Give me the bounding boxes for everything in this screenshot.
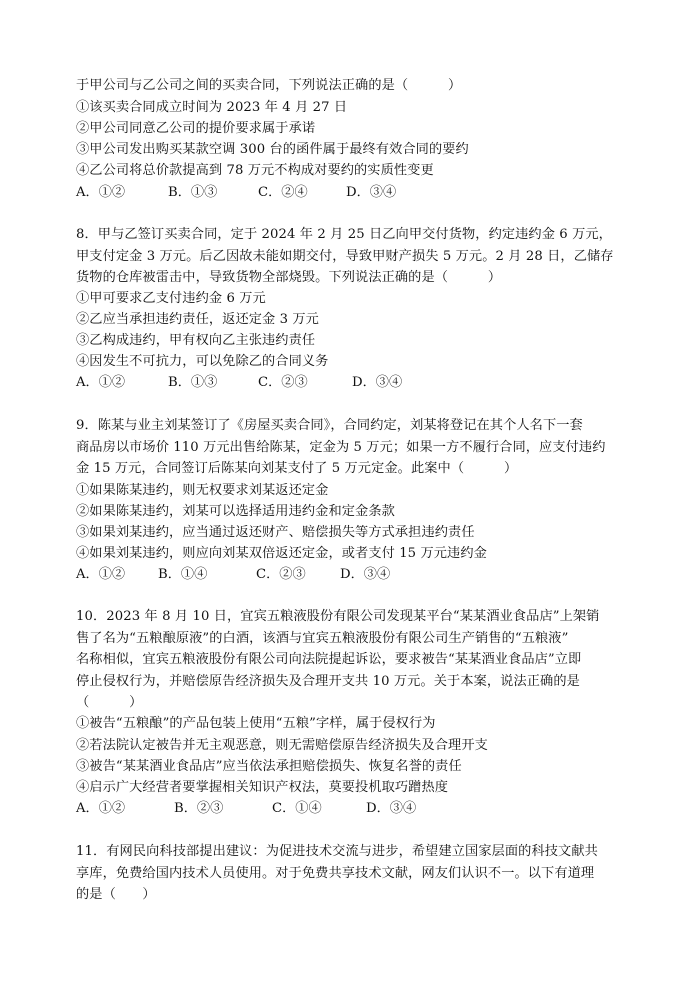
q7-item-1: ①该买卖合同成立时间为 2023 年 4 月 27 日	[76, 100, 348, 115]
q7-option-d[interactable]: D．③④	[346, 185, 397, 200]
q10-item-3: ③被告“某某酒业食品店”应当依法承担赔偿损失、恢复名誉的责任	[76, 759, 462, 774]
q10-option-c[interactable]: C．①④	[272, 801, 322, 816]
q10-item-4: ④启示广大经营者要掌握相关知识产权法，莫要投机取巧蹭热度	[76, 780, 449, 795]
q9-item-3: ③如果刘某违约，应当通过返还财产、赔偿损失等方式承担违约责任	[76, 525, 475, 540]
q9-option-c[interactable]: C．②③	[256, 567, 306, 582]
q8-item-3: ③乙构成违约，甲有权向乙主张违约责任	[76, 333, 316, 348]
q10-item-1: ①被告“五粮酿”的产品包装上使用“五粮”字样，属于侵权行为	[76, 716, 436, 731]
q9-option-a[interactable]: A．①②	[76, 567, 126, 582]
q11-stem-line-1: 11．有网民向科技部提出建议：为促进技术交流与进步，希望建立国家层面的科技文献共	[76, 844, 598, 859]
q7-option-b[interactable]: B．①③	[168, 185, 218, 200]
q9-item-2: ②如果陈某违约，刘某可以选择适用违约金和定金条款	[76, 504, 395, 519]
q10-option-b[interactable]: B．②③	[174, 801, 224, 816]
q10-stem-line-3: 名称相似，宜宾五粮液股份有限公司向法院提起诉讼，要求被告“某某酒业食品店”立即	[76, 652, 582, 667]
q9-stem-line-2: 商品房以市场价 110 万元出售给陈某，定金为 5 万元；如果一方不履行合同，应支付违约	[76, 440, 606, 455]
q10-stem-line-2: 售了名为“五粮酿原液”的白酒，该酒与宜宾五粮液股份有限公司生产销售的“五粮液”	[76, 631, 569, 646]
q7-item-2: ②甲公司同意乙公司的提价要求属于承诺	[76, 121, 316, 136]
q7-item-3: ③甲公司发出购买某款空调 300 台的函件属于最终有效合同的要约	[76, 142, 469, 157]
q8-option-c[interactable]: C．②③	[258, 375, 308, 390]
q10-stem-line-1: 10．2023 年 8 月 10 日，宜宾五粮液股份有限公司发现某平台“某某酒业食品店”上架销	[76, 609, 600, 624]
q9-stem-line-1: 9．陈某与业主刘某签订了《房屋买卖合同》，合同约定，刘某将登记在其个人名下一套	[76, 418, 583, 433]
q11-stem-line-3: 的是（ ）	[76, 887, 156, 902]
q8-stem-line-2: 甲支付定金 3 万元。后乙因故未能如期交付，导致甲财产损失 5 万元。2 月 28 日，乙储存	[76, 249, 614, 264]
q8-item-1: ①甲可要求乙支付违约金 6 万元	[76, 291, 266, 306]
q9-option-b[interactable]: B．①④	[158, 567, 208, 582]
q7-option-a[interactable]: A．①②	[76, 185, 126, 200]
q9-item-1: ①如果陈某违约，则无权要求刘某返还定金	[76, 483, 329, 498]
q11-stem-line-2: 享库，免费给国内技术人员使用。对于免费共享技术文献，网友们认识不一。以下有道理	[76, 866, 595, 881]
q10-item-2: ②若法院认定被告并无主观恶意，则无需赔偿原告经济损失及合理开支	[76, 738, 488, 753]
q8-stem-line-3: 货物的仓库被雷击中，导致货物全部烧毁。下列说法正确的是（ ）	[76, 270, 502, 285]
q8-item-2: ②乙应当承担违约责任，返还定金 3 万元	[76, 312, 319, 327]
q9-option-d[interactable]: D．③④	[340, 567, 391, 582]
q10-stem-line-5: （ ）	[76, 695, 143, 710]
q7-item-4: ④乙公司将总价款提高到 78 万元不构成对要约的实质性变更	[76, 163, 434, 178]
q8-stem-line-1: 8．甲与乙签订买卖合同，定于 2024 年 2 月 25 日乙向甲交付货物，约定违约金 6 万元，	[76, 227, 612, 242]
q8-option-b[interactable]: B．①③	[168, 375, 218, 390]
q8-option-a[interactable]: A．①②	[76, 375, 126, 390]
q10-stem-line-4: 停止侵权行为，并赔偿原告经济损失及合理开支共 10 万元。关于本案，说法正确的是	[76, 674, 580, 689]
q9-stem-line-3: 金 15 万元，合同签订后陈某向刘某支付了 5 万元定金。此案中（ ）	[76, 461, 518, 476]
q8-item-4: ④因发生不可抗力，可以免除乙的合同义务	[76, 354, 329, 369]
q10-option-a[interactable]: A．①②	[76, 801, 126, 816]
q7-stem: 于甲公司与乙公司之间的买卖合同，下列说法正确的是（ ）	[76, 78, 462, 93]
q9-item-4: ④如果刘某违约，则应向刘某双倍返还定金，或者支付 15 万元违约金	[76, 546, 487, 561]
q8-option-d[interactable]: D．③④	[352, 375, 403, 390]
q10-option-d[interactable]: D．③④	[366, 801, 417, 816]
q7-option-c[interactable]: C．②④	[258, 185, 308, 200]
